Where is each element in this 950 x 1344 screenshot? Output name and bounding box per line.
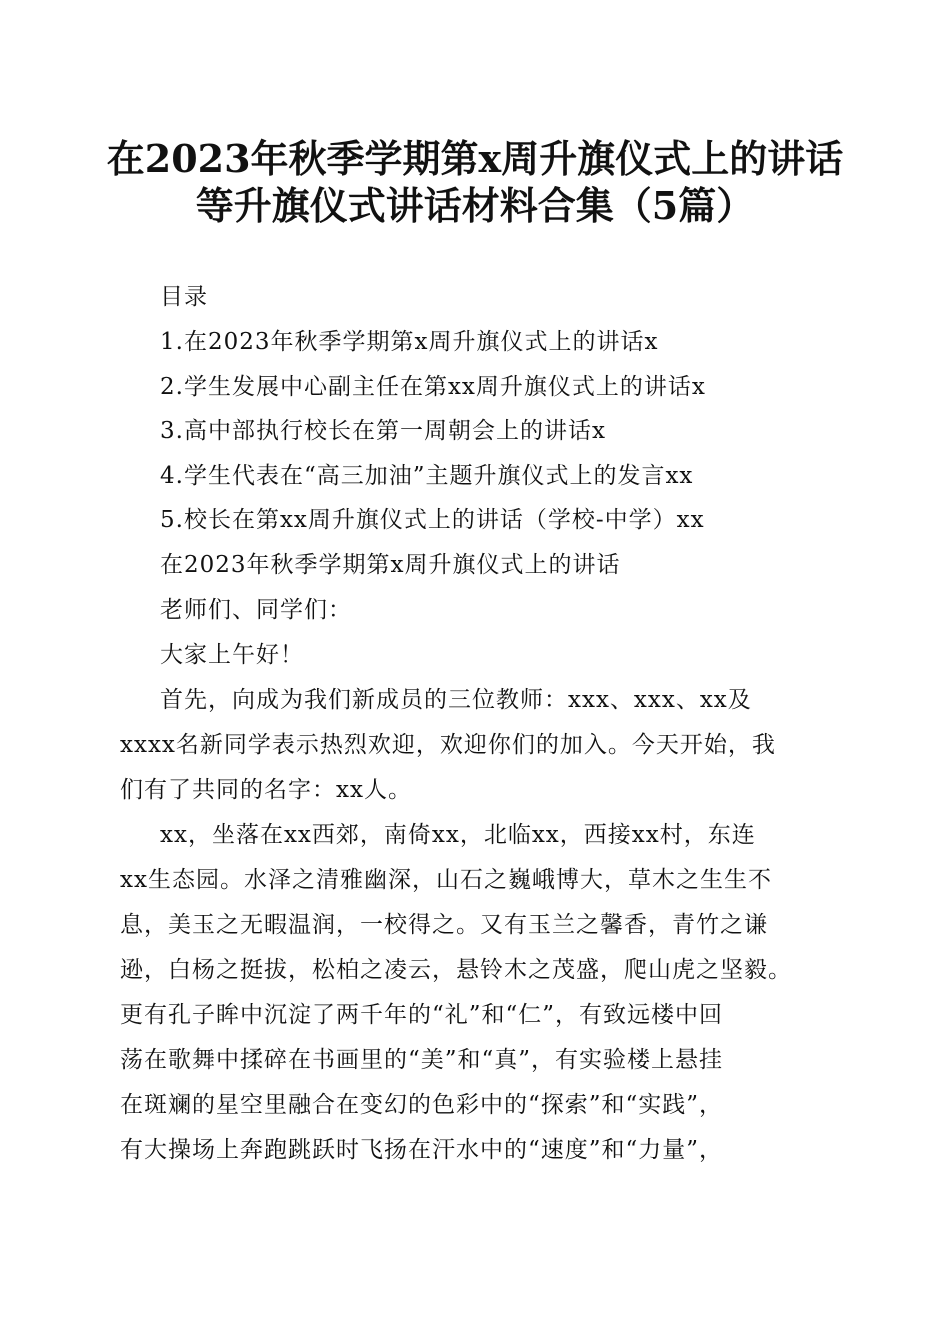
document-title-line-2: 等升旗仪式讲话材料合集（5篇） [195,183,755,228]
toc-item-4[interactable]: 4.学生代表在“高三加油”主题升旗仪式上的发言xx [160,463,694,489]
toc-item-3[interactable]: 3.高中部执行校长在第一周朝会上的讲话x [160,418,606,444]
toc-item-2[interactable]: 2.学生发展中心副主任在第xx周升旗仪式上的讲话x [160,374,706,400]
toc-heading: 目录 [160,284,208,310]
greeting: 大家上午好！ [160,642,304,668]
paragraph-1-line: 首先，向成为我们新成员的三位教师：xxx、xxx、xx及 [160,687,752,713]
paragraph-2-line: 息，美玉之无暇温润，一校得之。又有玉兰之馨香，青竹之谦 [120,912,768,938]
paragraph-2-line: xx，坐落在xx西郊，南倚xx，北临xx，西接xx村，东连 [160,822,756,848]
paragraph-2-line: 有大操场上奔跑跳跃时飞扬在汗水中的“速度”和“力量”， [120,1137,724,1163]
paragraph-2-line: 荡在歌舞中揉碎在书画里的“美”和“真”，有实验楼上悬挂 [120,1047,724,1073]
paragraph-1-line: xxxx名新同学表示热烈欢迎，欢迎你们的加入。今天开始，我 [120,732,776,758]
paragraph-2-line: 在斑斓的星空里融合在变幻的色彩中的“探索”和“实践”， [120,1092,724,1118]
paragraph-2-line: 更有孔子眸中沉淀了两千年的“礼”和“仁”，有致远楼中回 [120,1002,724,1028]
salutation: 老师们、同学们： [160,597,352,623]
section-title: 在2023年秋季学期第x周升旗仪式上的讲话 [160,552,621,578]
paragraph-2-line: 逊，白杨之挺拔，松柏之凌云，悬铃木之茂盛，爬山虎之坚毅。 [120,957,792,983]
document-title-line-1: 在2023年秋季学期第x周升旗仪式上的讲话 [106,136,844,181]
toc-item-5[interactable]: 5.校长在第xx周升旗仪式上的讲话（学校-中学）xx [160,507,705,533]
toc-item-1[interactable]: 1.在2023年秋季学期第x周升旗仪式上的讲话x [160,329,659,355]
paragraph-1-line: 们有了共同的名字：xx人。 [120,777,412,803]
paragraph-2-line: xx生态园。水泽之清雅幽深，山石之巍峨博大，草木之生生不 [120,867,772,893]
